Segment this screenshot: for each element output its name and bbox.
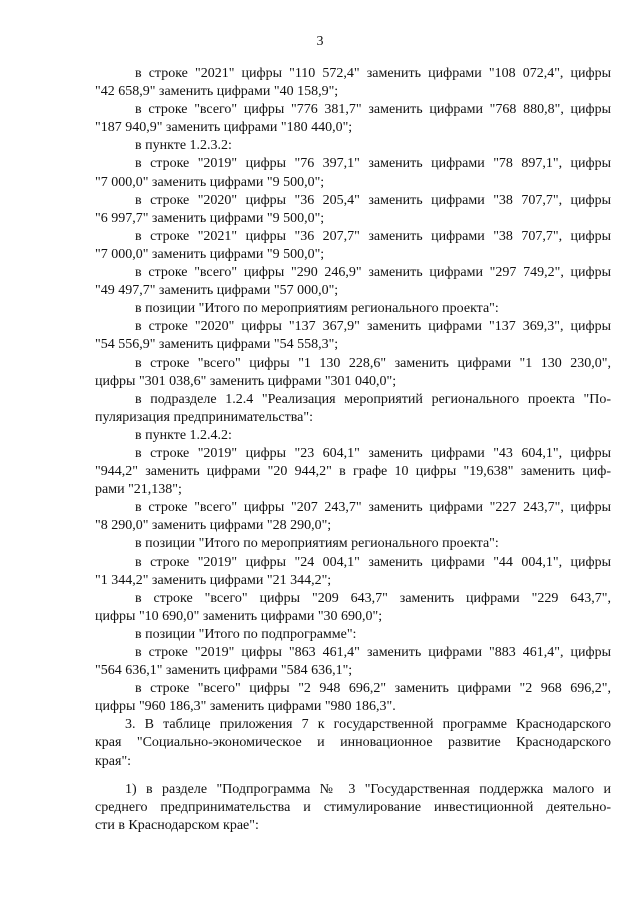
text-line: "187 940,9" заменить цифрами "180 440,0"; — [95, 120, 353, 136]
text-line: в строке "2019" цифры "76 397,1" заменить цифрами "78 897,1", цифры — [135, 156, 611, 172]
text-line: в строке "всего" цифры "290 246,9" заменить цифрами "297 749,2", цифры — [135, 265, 611, 281]
text-line: цифры "10 690,0" заменить цифрами "30 690,0"; — [95, 608, 383, 624]
text-line: "6 997,7" заменить цифрами "9 500,0"; — [95, 210, 325, 226]
text-line: края": — [95, 753, 132, 769]
text-line: 1) в разделе "Подпрограмма № 3 "Государственная поддержка малого и — [125, 781, 611, 797]
text-line: "49 497,7" заменить цифрами "57 000,0"; — [95, 283, 339, 299]
text-line: цифры "301 038,6" заменить цифрами "301 040,0"; — [95, 373, 397, 389]
text-line: "7 000,0" заменить цифрами "9 500,0"; — [95, 246, 325, 262]
text-line: цифры "960 186,3" заменить цифрами "980 186,3". — [95, 699, 396, 715]
text-line: в строке "2019" цифры "23 604,1" заменить цифрами "43 604,1", цифры — [135, 445, 611, 461]
text-line: в строке "всего" цифры "2 948 696,2" заменить цифрами "2 968 696,2", — [135, 681, 611, 697]
text-line: 3. В таблице приложения 7 к государственной программе Краснодарского — [125, 717, 611, 733]
text-line: в строке "2021" цифры "110 572,4" заменить цифрами "108 072,4", цифры — [135, 66, 611, 81]
text-line: в строке "всего" цифры "1 130 228,6" заменить цифрами "1 130 230,0", — [135, 355, 611, 371]
text-line: "7 000,0" заменить цифрами "9 500,0"; — [95, 174, 325, 190]
text-line: среднего предпринимательства и стимулирование инвестиционной деятельно- — [95, 799, 611, 815]
text-line: в позиции "Итого по мероприятиям регионального проекта": — [135, 536, 499, 552]
page-number: 3 — [316, 34, 324, 49]
text-line: в строке "2021" цифры "36 207,7" заменить цифрами "38 707,7", цифры — [135, 228, 611, 244]
text-line: в пункте 1.2.4.2: — [135, 427, 232, 443]
text-line: рами "21,138"; — [95, 482, 182, 498]
document-body — [95, 65, 611, 835]
text-line: пуляризация предпринимательства": — [95, 409, 313, 425]
text-line: сти в Краснодарском крае": — [95, 817, 259, 833]
text-line: "54 556,9" заменить цифрами "54 558,3"; — [95, 337, 339, 353]
text-line: в строке "2020" цифры "137 367,9" заменить цифрами "137 369,3", цифры — [135, 319, 611, 335]
text-line: "8 290,0" заменить цифрами "28 290,0"; — [95, 518, 332, 534]
text-line: в строке "2020" цифры "36 205,4" заменить цифрами "38 707,7", цифры — [135, 192, 611, 208]
text-line: в строке "всего" цифры "209 643,7" заменить цифрами "229 643,7", — [135, 590, 611, 606]
text-line: в позиции "Итого по мероприятиям регионального проекта": — [135, 301, 499, 317]
text-line: "564 636,1" заменить цифрами "584 636,1"; — [95, 663, 353, 679]
paragraph-gap — [95, 771, 611, 781]
text-line: в позиции "Итого по подпрограмме": — [135, 626, 357, 642]
text-line: в строке "2019" цифры "863 461,4" заменить цифрами "883 461,4", цифры — [135, 645, 611, 660]
text-line: в строке "всего" цифры "207 243,7" заменить цифрами "227 243,7", цифры — [135, 500, 611, 516]
text-line: "42 658,9" заменить цифрами "40 158,9"; — [95, 84, 339, 100]
text-line: "944,2" заменить цифрами "20 944,2" в графе 10 цифры "19,638" заменить циф- — [95, 464, 611, 480]
text-line: в строке "2019" цифры "24 004,1" заменить цифрами "44 004,1", цифры — [135, 554, 611, 570]
text-line: "1 344,2" заменить цифрами "21 344,2"; — [95, 572, 332, 588]
text-line: края "Социально-экономическое и инновационное развитие Краснодарского — [95, 735, 611, 751]
text-line: в строке "всего" цифры "776 381,7" заменить цифрами "768 880,8", цифры — [135, 102, 611, 118]
text-line: в пункте 1.2.3.2: — [135, 138, 232, 154]
text-line: в подразделе 1.2.4 "Реализация мероприятий регионального проекта "По- — [135, 391, 611, 407]
